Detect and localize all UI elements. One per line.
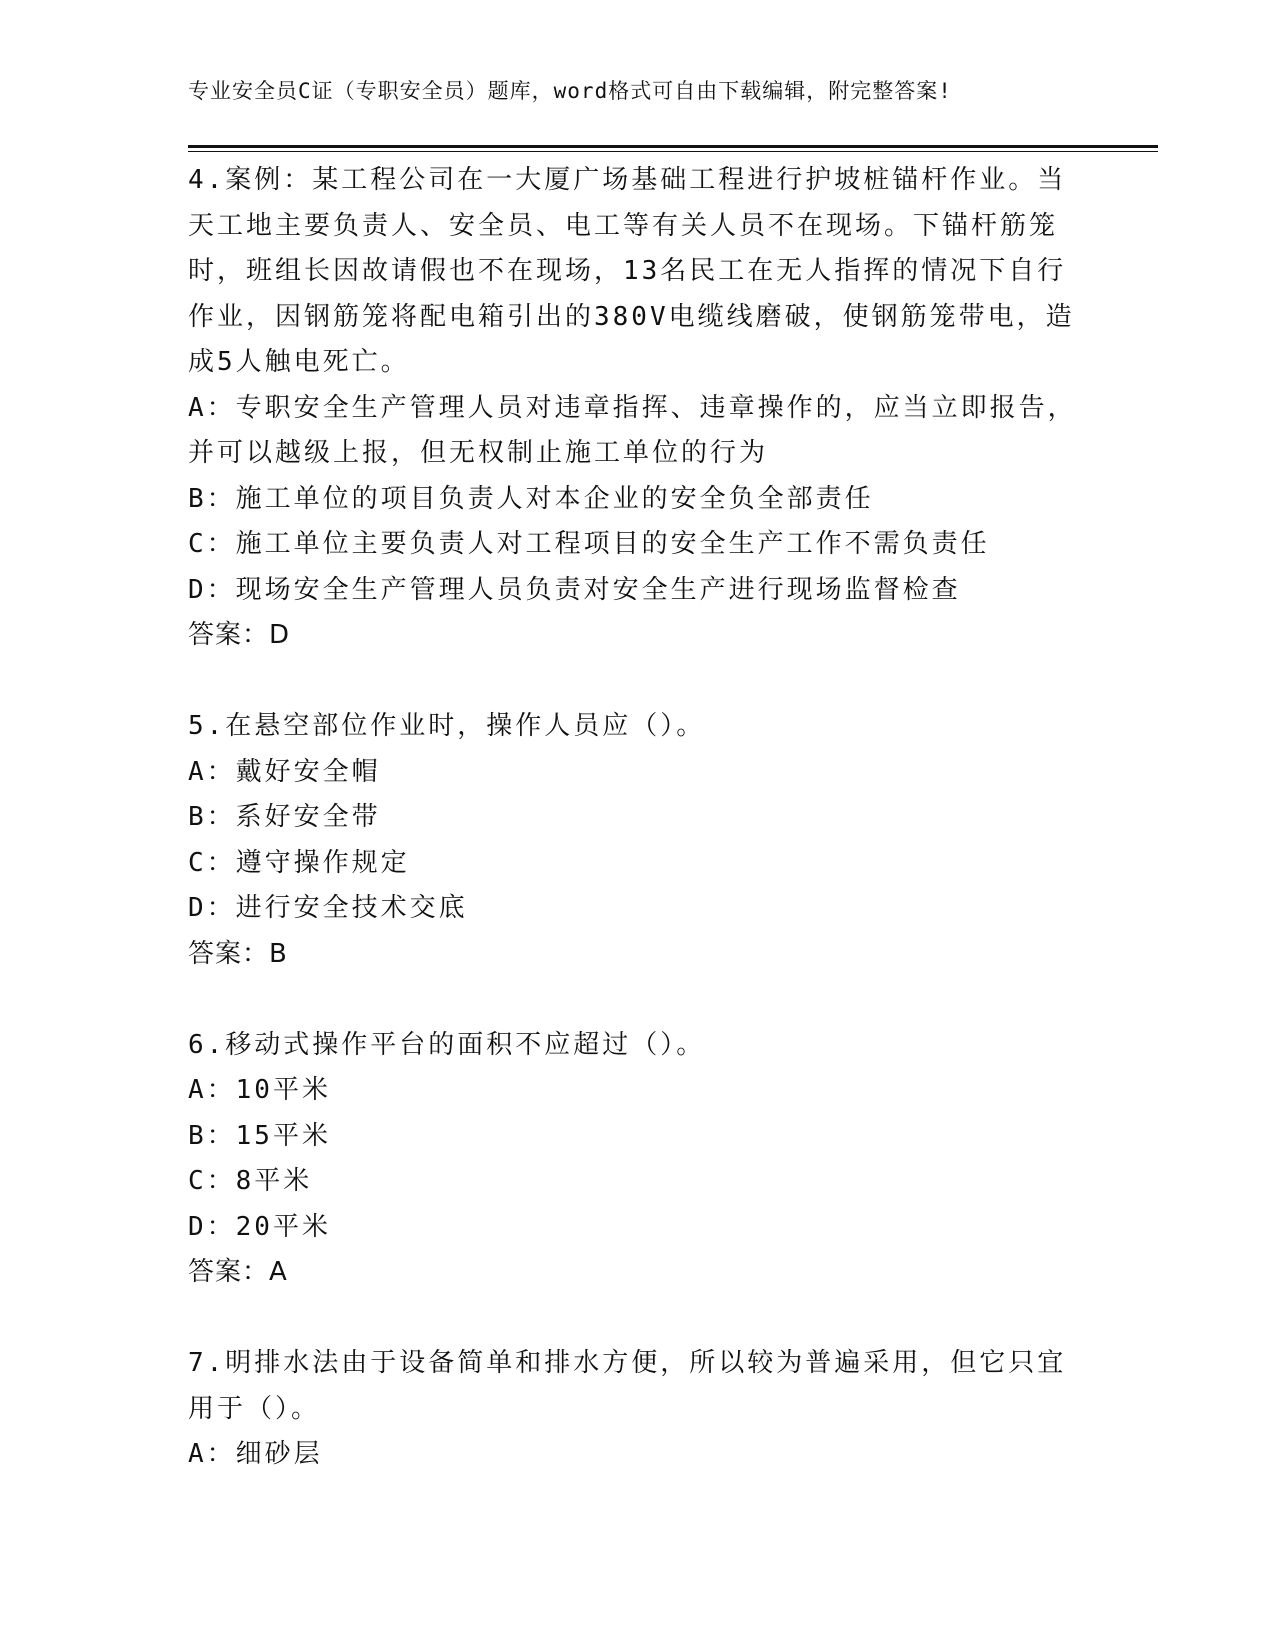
question-stem-line: 用于（）。 xyxy=(188,1393,321,1424)
question-stem-line: 作业，因钢筋笼将配电箱引出的380V电缆线磨破，使钢筋笼带电，造 xyxy=(188,301,1075,332)
option-b: B：系好安全带 xyxy=(188,802,381,832)
option-a: A：细砂层 xyxy=(188,1439,323,1469)
question-stem-line: 7.明排水法由于设备简单和排水方便，所以较为普遍采用，但它只宜 xyxy=(188,1348,1067,1378)
option-d: D：进行安全技术交底 xyxy=(188,893,468,923)
question-stem-line: 5.在悬空部位作业时，操作人员应（）。 xyxy=(188,711,706,741)
header-divider-thick xyxy=(188,145,1158,148)
question-stem-line: 4.案例：某工程公司在一大厦广场基础工程进行护坡桩锚杆作业。当 xyxy=(188,165,1067,195)
option-c: C：施工单位主要负责人对工程项目的安全生产工作不需负责任 xyxy=(188,529,990,559)
answer-line: 答案：A xyxy=(188,1257,288,1287)
option-d: D：20平米 xyxy=(188,1211,331,1242)
answer-line: 答案：D xyxy=(188,620,291,650)
option-c: C：遵守操作规定 xyxy=(188,847,410,878)
question-5 xyxy=(188,704,1088,977)
header-divider-thin xyxy=(188,151,1158,152)
page-header: 专业安全员C证（专职安全员）题库，word格式可自由下载编辑，附完整答案! xyxy=(188,79,952,103)
question-spacer xyxy=(188,977,1088,1023)
option-b: B：施工单位的项目负责人对本企业的安全负全部责任 xyxy=(188,483,874,514)
question-stem-line: 天工地主要负责人、安全员、电工等有关人员不在现场。下锚杆筋笼 xyxy=(188,210,1059,241)
question-spacer xyxy=(188,1296,1088,1342)
option-a: A：专职安全生产管理人员对违章指挥、违章操作的，应当立即报告， xyxy=(188,392,1077,423)
answer-line: 答案：B xyxy=(188,938,288,969)
question-stem-line: 6.移动式操作平台的面积不应超过（）。 xyxy=(188,1029,706,1060)
option-d: D：现场安全生产管理人员负责对安全生产进行现场监督检查 xyxy=(188,574,961,605)
option-a: A：10平米 xyxy=(188,1075,331,1105)
option-a: A：戴好安全帽 xyxy=(188,756,381,787)
option-c: C：8平米 xyxy=(188,1166,313,1196)
question-stem-line: 成5人触电死亡。 xyxy=(188,347,410,377)
question-stem-line: 时，班组长因故请假也不在现场，13名民工在无人指挥的情况下自行 xyxy=(188,256,1067,286)
question-6 xyxy=(188,1023,1088,1296)
question-7 xyxy=(188,1341,1088,1478)
question-4 xyxy=(188,158,1088,659)
option-b: B：15平米 xyxy=(188,1120,331,1151)
option-a-continued: 并可以越级上报，但无权制止施工单位的行为 xyxy=(188,438,769,468)
question-spacer xyxy=(188,659,1088,705)
question-list xyxy=(188,158,1088,1478)
